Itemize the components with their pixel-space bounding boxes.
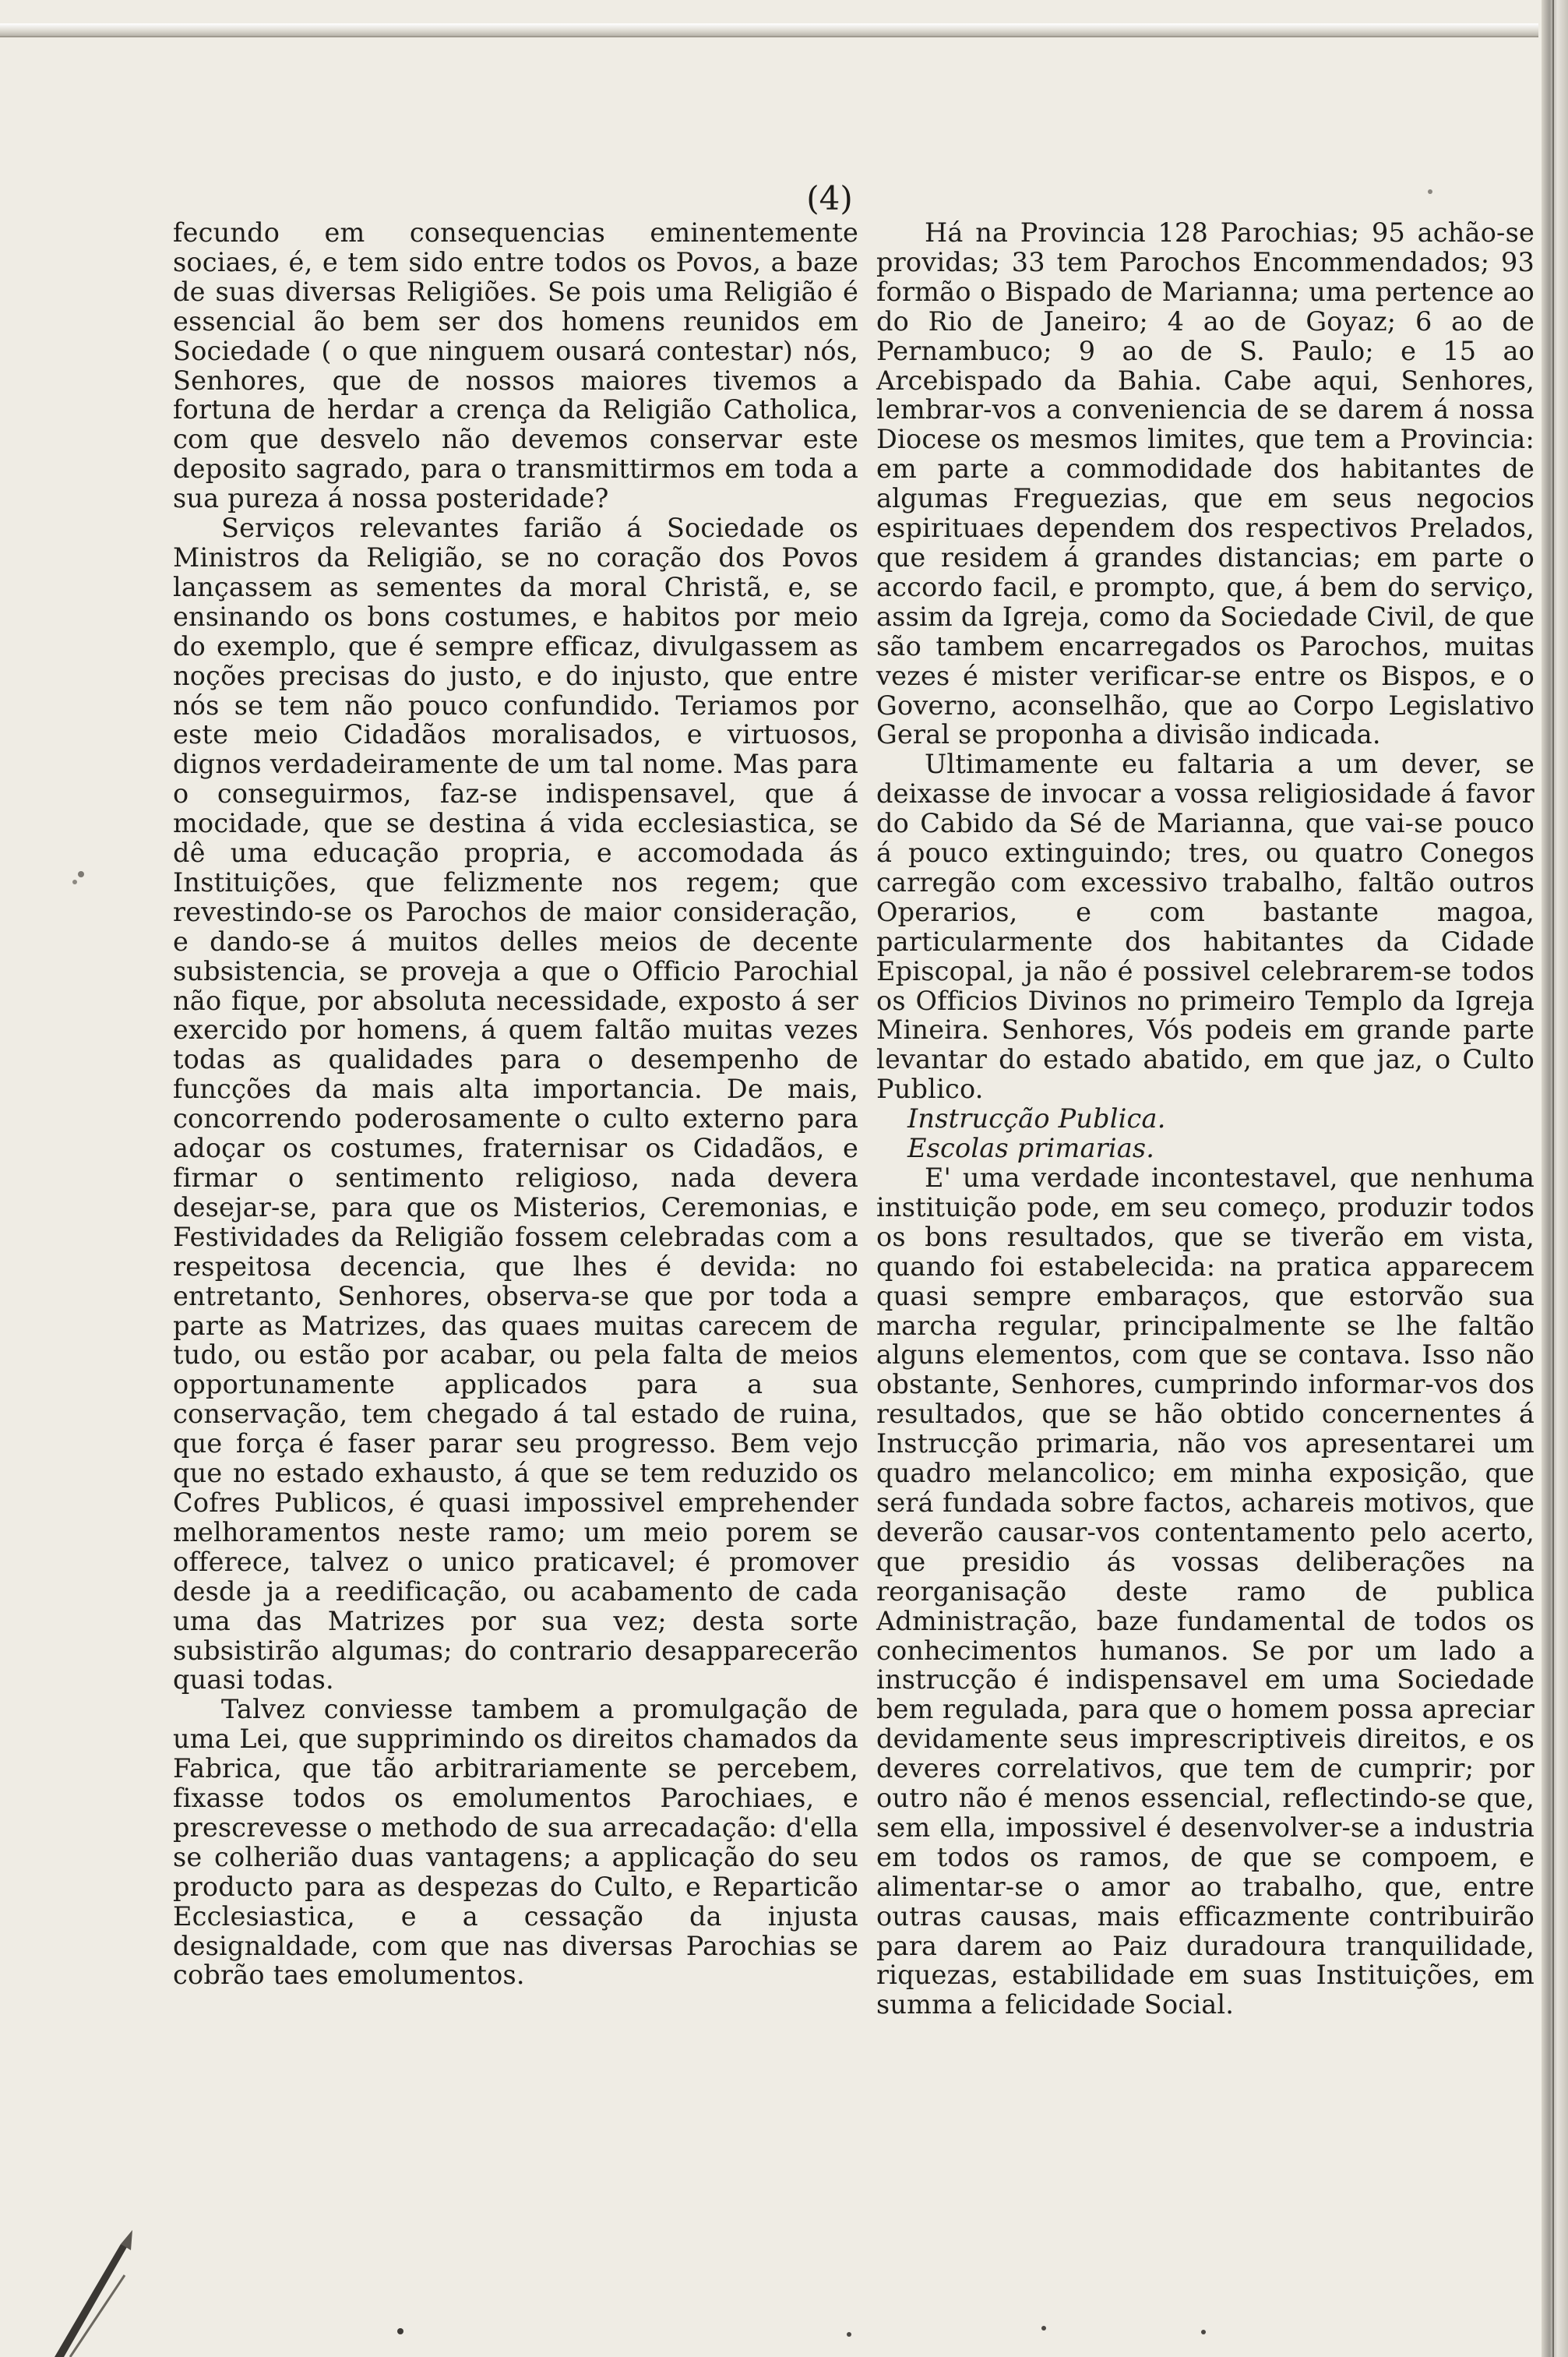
pen-nib-mark [47, 2228, 140, 2357]
section-heading: Instrucção Publica. [907, 1103, 1166, 1134]
paragraph: Ultimamente eu faltaria a um dever, se deixasse de invocar a vossa religiosidade á favor do Cabido da Sé de Marianna, que vai-se pouco á pouco extinguindo; tres, ou quatro Conegos carregão com excessivo trabalho, faltão outros Operarios, e com bastante magoa, particularmente dos habitantes da Cidade Episcopal, ja não é possivel celebrarem-se todos os Officios Divinos no primeiro Templo da Igreja Mineira. Senhores, Vós podeis em grande parte levantar do estado abatido, em que jaz, o Culto Publico. [876, 749, 1535, 1105]
page-number: (4) [806, 179, 853, 217]
paragraph: E' uma verdade incontestavel, que nenhuma instituição pode, em seu começo, produzir todos os bons resultados, que se tiverão em vista, quando foi estabelecida: na pratica apparecem quasi sempre embaraços, que estorvão sua marcha regular, principalmente se lhe faltão alguns elementos, com que se contava. Isso não obstante, Senhores, cumprindo informar-vos dos resultados, que se hão obtido concernentes á Instrucção primaria, não vos apresentarei um quadro melancolico; em minha exposição, que será fundada sobre factos, achareis motivos, que deverão causar-vos contentamento pelo acerto, que presidio ás vossas deliberações na reorganisação deste ramo de publica Administração, baze fundamental de todos os conhecimentos humanos. Se por um lado a instrucção é indispensavel em uma Sociedade bem regulada, para que o homem possa apreciar devidamente seus imprescriptiveis direitos, e os deveres correlativos, que tem de cumprir; por outro não é menos essencial, reflectindo-se que, sem ella, impossivel é desenvolver-se a industria em todos os ramos, de que se compoem, e alimentar-se o amor ao trabalho, que, entre outras causas, mais efficazmente contribuirão para darem ao Paiz duradoura tranquilidade, riquezas, estabilidade em suas Instituições, em summa a felicidade Social. [876, 1163, 1535, 2020]
section-subheading: Escolas primarias. [907, 1133, 1155, 1164]
right-text-column [876, 218, 1535, 2020]
paragraph: fecundo em consequencias eminentemente sociaes, é, e tem sido entre todos os Povos, a baze de suas diversas Religiões. Se pois uma Religião é essencial ão bem ser dos homens reunidos em Sociedade ( o que ninguem ousará contestar) nós, Senhores, que de nossos maiores tivemos a fortuna de herdar a crença da Religião Catholica, com que desvelo não devemos conservar este deposito sagrado, para o transmittirmos em toda a sua pureza á nossa posteridade? [173, 217, 858, 514]
paragraph: Serviços relevantes farião á Sociedade os Ministros da Religião, se no coração dos Povos lançassem as sementes da moral Christã, e, se ensinando os bons costumes, e habitos por meio do exemplo, que é sempre efficaz, divulgassem as noções precisas do justo, e do injusto, que entre nós se tem não pouco confundido. Teriamos por este meio Cidadãos moralisados, e virtuosos, dignos verdadeiramente de um tal nome. Mas para o conseguirmos, faz-se indispensavel, que á mocidade, que se destina á vida ecclesiastica, se dê uma educação propria, e accomodada ás Instituições, que felizmente nos regem; que revestindo-se os Parochos de maior consideração, e dando-se á muitos delles meios de decente subsistencia, se proveja a que o Officio Parochial não fique, por absoluta necessidade, exposto á ser exercido por homens, á quem faltão muitas vezes todas as qualidades para o desempenho de funcções da mais alta importancia. De mais, concorrendo poderosamente o culto externo para adoçar os costumes, fraternisar os Cidadãos, e firmar o sentimento religioso, nada devera desejar-se, para que os Misterios, Ceremonias, e Festividades da Religião fossem celebradas com a respeitosa decencia, que lhes é devida: no entretanto, Senhores, observa-se que por toda a parte as Matrizes, das quaes muitas carecem de tudo, ou estão por acabar, ou pela falta de meios opportunamente applicados para a sua conservação, tem chegado á tal estado de ruina, que força é faser parar seu progresso. Bem vejo que no estado exhausto, á que se tem reduzido os Cofres Publicos, é quasi impossivel emprehender melhoramentos neste ramo; um meio porem se offerece, talvez o unico praticavel; é promover desde ja a reedificação, ou acabamento de cada uma das Matrizes por sua vez; desta sorte subsistirão algumas; do contrario desapparecerão quasi todas. [173, 513, 858, 1695]
page-binding-edge [1542, 0, 1568, 2357]
left-text-column [173, 218, 858, 1990]
paragraph: Há na Provincia 128 Parochias; 95 achão-se providas; 33 tem Parochos Encommendados; 93 formão o Bispado de Marianna; uma pertence ao do Rio de Janeiro; 4 ao de Goyaz; 6 ao de Pernambuco; 9 ao de S. Paulo; e 15 ao Arcebispado da Bahia. Cabe aqui, Senhores, lembrar-vos a conveniencia de se darem á nossa Diocese os mesmos limites, que tem a Provincia: em parte a commodidade dos habitantes de algumas Freguezias, que em seus negocios espirituaes dependem dos respectivos Prelados, que residem á grandes distancias; em parte o accordo facil, e prompto, que, á bem do serviço, assim da Igreja, como da Sociedade Civil, de que são tambem encarregados os Parochos, muitas vezes é mister verificar-se entre os Bispos, e o Governo, aconselhão, que ao Corpo Legislativo Geral se proponha a divisão indicada. [876, 217, 1535, 750]
paragraph: Talvez conviesse tambem a promulgação de uma Lei, que supprimindo os direitos chamados da Fabrica, que tão arbitrariamente se percebem, fixasse todos os emolumentos Parochiaes, e prescrevesse o methodo de sua arrecadação: d'ella se colherião duas vantagens; a applicação do seu producto para as despezas do Culto, e Reparticão Ecclesiastica, e a cessação da injusta designaldade, com que nas diversas Parochias se cobrão taes emolumentos. [173, 1694, 858, 1991]
page-top-edge [0, 23, 1538, 37]
